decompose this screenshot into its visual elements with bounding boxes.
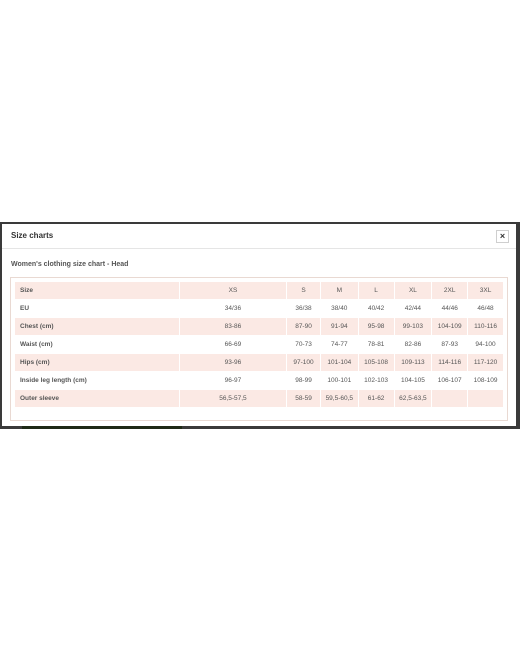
table-cell: 101-104 — [321, 354, 358, 371]
table-cell: 78-81 — [359, 336, 394, 353]
table-cell: 61-62 — [359, 390, 394, 407]
row-label: Outer sleeve — [15, 390, 179, 407]
table-cell: 56,5-57,5 — [180, 390, 286, 407]
table-row — [15, 300, 503, 317]
table-cell: 94-100 — [468, 336, 503, 353]
table-cell: 114-116 — [432, 354, 467, 371]
table-cell: 38/40 — [321, 300, 358, 317]
row-label: Waist (cm) — [15, 336, 179, 353]
table-cell: 70-73 — [287, 336, 320, 353]
size-table-container — [10, 277, 508, 421]
table-cell: 82-86 — [395, 336, 432, 353]
table-cell: 44/46 — [432, 300, 467, 317]
table-cell: 59,5-60,5 — [321, 390, 358, 407]
table-cell: 105-108 — [359, 354, 394, 371]
table-header-cell: XS — [180, 282, 286, 299]
table-cell: 34/36 — [180, 300, 286, 317]
table-cell: 104-109 — [432, 318, 467, 335]
table-cell: 87-93 — [432, 336, 467, 353]
table-cell: 74-77 — [321, 336, 358, 353]
modal-header — [2, 224, 516, 249]
row-label: EU — [15, 300, 179, 317]
table-cell: 98-99 — [287, 372, 320, 389]
size-table — [14, 281, 504, 408]
table-header-row — [15, 282, 503, 299]
close-button[interactable] — [496, 230, 509, 243]
size-chart-modal — [2, 224, 516, 426]
table-cell: 97-100 — [287, 354, 320, 371]
size-chart-subtitle: Women's clothing size chart - Head — [11, 261, 129, 268]
table-cell: 66-69 — [180, 336, 286, 353]
table-header-cell: Size — [15, 282, 179, 299]
table-cell — [432, 390, 467, 407]
table-header-cell: M — [321, 282, 358, 299]
close-icon: × — [499, 231, 506, 241]
table-cell: 100-101 — [321, 372, 358, 389]
table-cell: 117-120 — [468, 354, 503, 371]
table-row — [15, 354, 503, 371]
table-cell: 108-109 — [468, 372, 503, 389]
table-header-cell: XL — [395, 282, 432, 299]
background-bar — [22, 426, 182, 429]
row-label: Hips (cm) — [15, 354, 179, 371]
table-row — [15, 318, 503, 335]
table-cell: 91-94 — [321, 318, 358, 335]
table-header-cell: L — [359, 282, 394, 299]
table-cell: 46/48 — [468, 300, 503, 317]
table-cell: 42/44 — [395, 300, 432, 317]
table-cell: 93-96 — [180, 354, 286, 371]
table-cell: 106-107 — [432, 372, 467, 389]
table-cell: 36/38 — [287, 300, 320, 317]
table-header-cell: 2XL — [432, 282, 467, 299]
table-header-cell: S — [287, 282, 320, 299]
table-header-cell: 3XL — [468, 282, 503, 299]
table-row — [15, 336, 503, 353]
table-cell: 62,5-63,5 — [395, 390, 432, 407]
table-cell: 104-105 — [395, 372, 432, 389]
table-row — [15, 390, 503, 407]
row-label: Chest (cm) — [15, 318, 179, 335]
table-row — [15, 372, 503, 389]
modal-title: Size charts — [11, 231, 54, 240]
table-cell — [468, 390, 503, 407]
table-cell: 87-90 — [287, 318, 320, 335]
table-cell: 40/42 — [359, 300, 394, 317]
row-label: Inside leg length (cm) — [15, 372, 179, 389]
table-cell: 58-59 — [287, 390, 320, 407]
table-cell: 96-97 — [180, 372, 286, 389]
table-cell: 109-113 — [395, 354, 432, 371]
table-cell: 83-86 — [180, 318, 286, 335]
table-cell: 99-103 — [395, 318, 432, 335]
table-cell: 102-103 — [359, 372, 394, 389]
table-cell: 110-116 — [468, 318, 503, 335]
table-cell: 95-98 — [359, 318, 394, 335]
